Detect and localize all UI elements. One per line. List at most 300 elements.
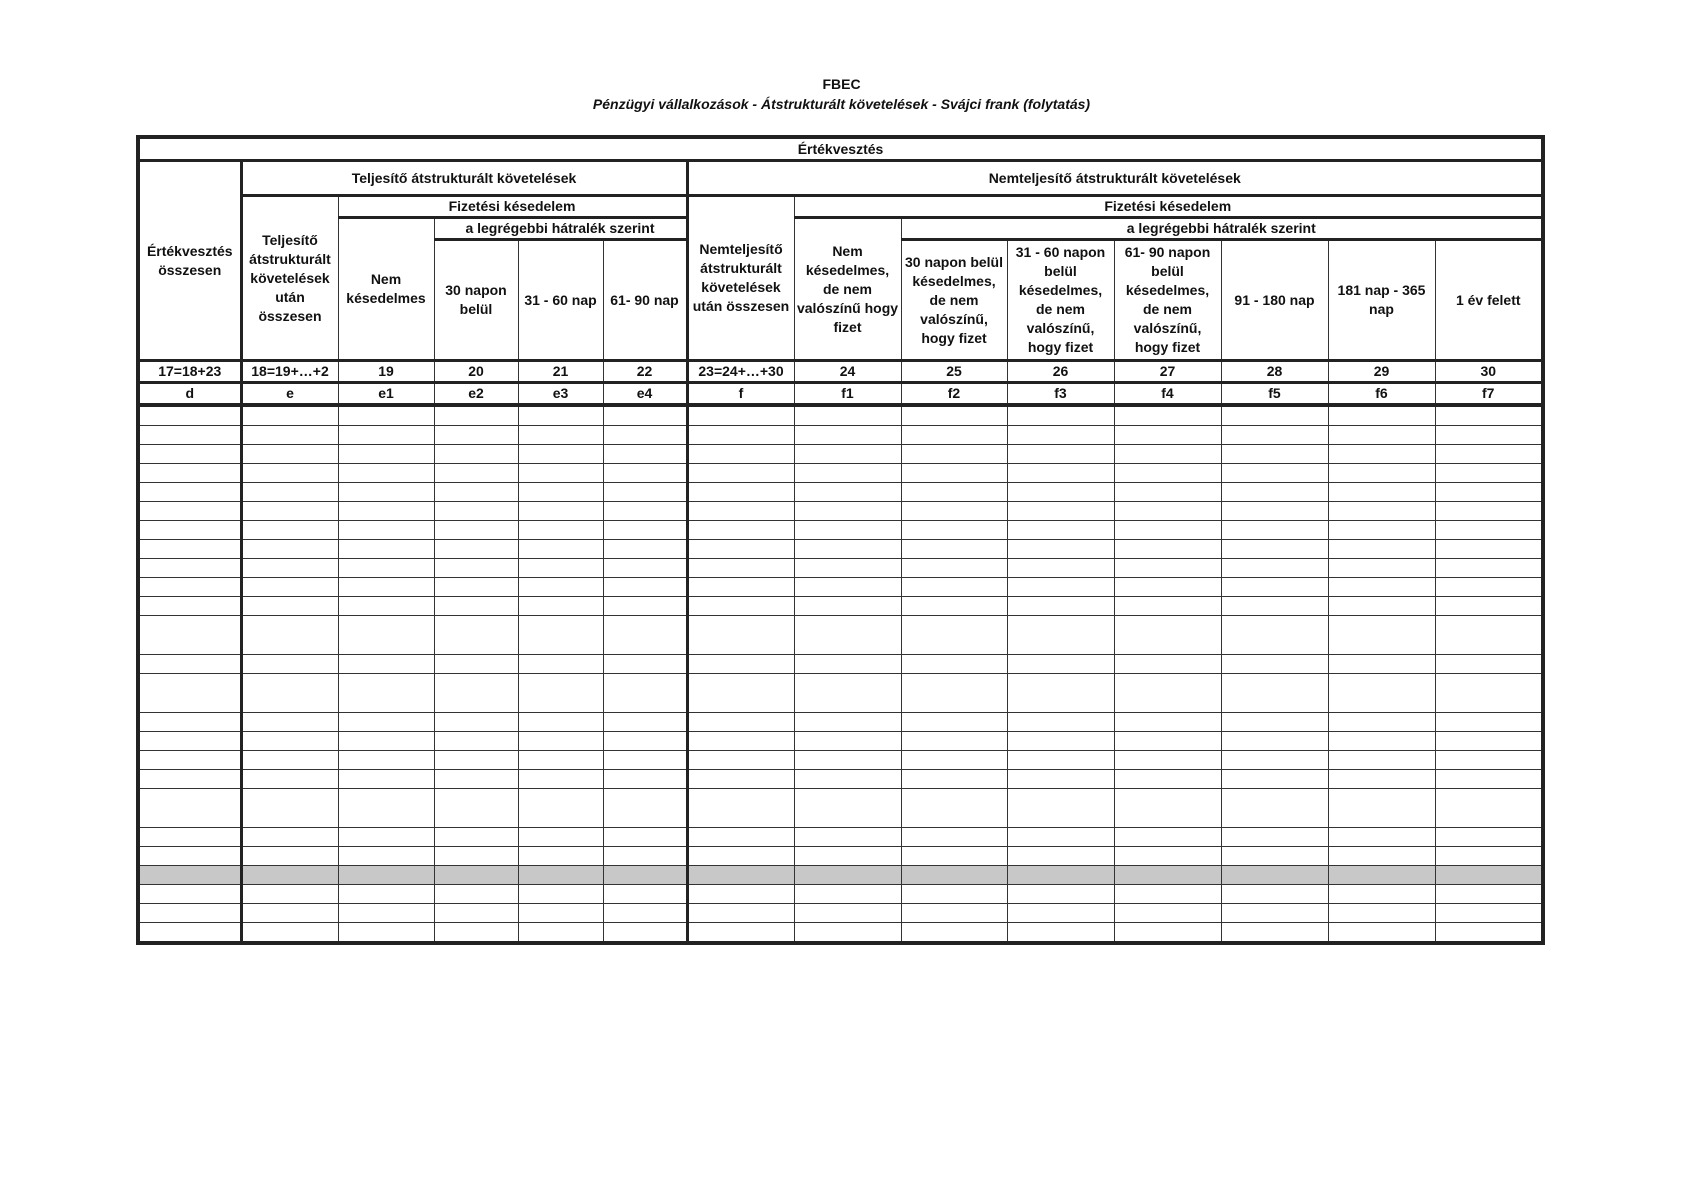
table-row (138, 483, 1543, 502)
table-cell (434, 904, 518, 923)
table-row (138, 732, 1543, 751)
table-cell (1114, 521, 1221, 540)
table-cell (794, 540, 901, 559)
table-cell (338, 770, 434, 789)
header-nonperforming-payment-delay: Fizetési késedelem (794, 196, 1543, 218)
table-cell (518, 847, 603, 866)
table-cell (338, 732, 434, 751)
table-cell (138, 847, 241, 866)
table-cell (138, 426, 241, 445)
table-cell (138, 713, 241, 732)
header-nonperforming: Nemteljesítő átstrukturált követelések (687, 161, 1543, 196)
table-cell (1328, 904, 1435, 923)
table-cell (901, 885, 1007, 904)
table-cell (1007, 923, 1114, 944)
table-cell (1221, 789, 1328, 828)
table-cell (338, 405, 434, 426)
table-cell (603, 521, 687, 540)
table-cell (241, 847, 338, 866)
table-cell (241, 713, 338, 732)
table-cell (1221, 655, 1328, 674)
header-not-delayed: Nem késedelmes (338, 218, 434, 361)
table-cell (138, 483, 241, 502)
table-row (138, 751, 1543, 770)
table-cell (434, 616, 518, 655)
table-cell (518, 521, 603, 540)
col-number: 18=19+…+2 (241, 361, 338, 383)
col-number: 28 (1221, 361, 1328, 383)
table-cell (1007, 559, 1114, 578)
table-cell (1114, 502, 1221, 521)
table-cell (1221, 751, 1328, 770)
table-cell (901, 828, 1007, 847)
table-cell (1114, 866, 1221, 885)
table-cell (901, 521, 1007, 540)
table-cell (241, 445, 338, 464)
table-cell (901, 426, 1007, 445)
table-cell (1007, 655, 1114, 674)
table-cell (518, 483, 603, 502)
table-cell (241, 770, 338, 789)
table-cell (687, 713, 794, 732)
table-cell (1328, 770, 1435, 789)
table-cell (794, 789, 901, 828)
table-cell (1221, 732, 1328, 751)
table-cell (138, 751, 241, 770)
table-cell (901, 732, 1007, 751)
table-cell (1007, 405, 1114, 426)
table-cell (901, 789, 1007, 828)
table-row (138, 405, 1543, 426)
table-cell (1007, 540, 1114, 559)
col-code: f6 (1328, 383, 1435, 406)
header-np-30: 30 napon belül késedelmes, de nem valószínű, hogy fizet (901, 240, 1007, 361)
table-cell (518, 770, 603, 789)
table-cell (901, 847, 1007, 866)
header-p-31-60: 31 - 60 nap (518, 240, 603, 361)
table-cell (434, 674, 518, 713)
table-cell (1114, 770, 1221, 789)
table-cell (1007, 866, 1114, 885)
table-cell (434, 445, 518, 464)
table-cell (687, 674, 794, 713)
table-cell (603, 866, 687, 885)
table-cell (687, 866, 794, 885)
table-cell (338, 885, 434, 904)
table-cell (338, 923, 434, 944)
table-row (138, 578, 1543, 597)
col-number: 25 (901, 361, 1007, 383)
table-cell (338, 789, 434, 828)
table-cell (901, 616, 1007, 655)
table-cell (1007, 732, 1114, 751)
table-cell (794, 751, 901, 770)
table-cell (687, 904, 794, 923)
table-cell (434, 597, 518, 616)
table-cell (138, 578, 241, 597)
table-cell (1007, 770, 1114, 789)
table-cell (434, 483, 518, 502)
header-np-91-180: 91 - 180 nap (1221, 240, 1328, 361)
table-cell (518, 655, 603, 674)
table-cell (241, 616, 338, 655)
table-cell (603, 828, 687, 847)
table-cell (241, 540, 338, 559)
table-cell (1435, 847, 1543, 866)
table-row (138, 445, 1543, 464)
table-cell (1435, 770, 1543, 789)
table-row (138, 559, 1543, 578)
table-cell (1007, 521, 1114, 540)
table-row (138, 540, 1543, 559)
table-cell (687, 597, 794, 616)
table-cell (901, 578, 1007, 597)
header-performing-total: Teljesítő átstrukturált követelések után összesen (241, 196, 338, 361)
table-cell (901, 770, 1007, 789)
table-cell (1007, 674, 1114, 713)
header-nonperforming-oldest-arrears: a legrégebbi hátralék szerint (901, 218, 1543, 240)
table-cell (138, 464, 241, 483)
table-cell (901, 405, 1007, 426)
header-p-30: 30 napon belül (434, 240, 518, 361)
impairment-table (136, 135, 1545, 945)
table-cell (1007, 789, 1114, 828)
table-cell (1007, 828, 1114, 847)
table-cell (138, 540, 241, 559)
table-cell (1328, 597, 1435, 616)
table-cell (1114, 674, 1221, 713)
table-cell (1221, 426, 1328, 445)
table-cell (1435, 521, 1543, 540)
table-cell (687, 847, 794, 866)
table-cell (687, 789, 794, 828)
data-rows (138, 405, 1543, 943)
table-cell (434, 655, 518, 674)
table-row (138, 923, 1543, 944)
table-cell (901, 445, 1007, 464)
table-cell (1435, 828, 1543, 847)
table-row (138, 789, 1543, 828)
table-cell (241, 655, 338, 674)
table-cell (794, 923, 901, 944)
table-cell (1221, 578, 1328, 597)
table-cell (518, 751, 603, 770)
table-cell (1435, 789, 1543, 828)
table-cell (1435, 674, 1543, 713)
table-cell (138, 655, 241, 674)
table-cell (1114, 732, 1221, 751)
table-cell (794, 732, 901, 751)
table-cell (794, 674, 901, 713)
table-cell (138, 770, 241, 789)
table-cell (1114, 885, 1221, 904)
table-cell (1007, 616, 1114, 655)
table-cell (518, 885, 603, 904)
table-cell (138, 502, 241, 521)
col-code: f3 (1007, 383, 1114, 406)
table-cell (1221, 616, 1328, 655)
table-cell (901, 502, 1007, 521)
table-cell (794, 847, 901, 866)
table-cell (1435, 445, 1543, 464)
table-cell (1007, 445, 1114, 464)
table-cell (1114, 789, 1221, 828)
table-cell (138, 885, 241, 904)
table-cell (518, 426, 603, 445)
table-cell (434, 923, 518, 944)
table-cell (138, 616, 241, 655)
table-cell (901, 923, 1007, 944)
col-number: 21 (518, 361, 603, 383)
table-cell (901, 655, 1007, 674)
table-cell (241, 674, 338, 713)
table-cell (603, 502, 687, 521)
header-np-1y: 1 év felett (1435, 240, 1543, 361)
col-number: 27 (1114, 361, 1221, 383)
table-cell (1007, 578, 1114, 597)
table-cell (603, 578, 687, 597)
table-cell (794, 483, 901, 502)
table-cell (241, 751, 338, 770)
table-cell (1221, 521, 1328, 540)
table-cell (434, 732, 518, 751)
table-cell (338, 445, 434, 464)
table-cell (138, 866, 241, 885)
table-cell (603, 597, 687, 616)
table-cell (1435, 483, 1543, 502)
table-row (138, 713, 1543, 732)
table-cell (241, 502, 338, 521)
table-cell (338, 597, 434, 616)
table-cell (1221, 885, 1328, 904)
table-cell (138, 559, 241, 578)
table-cell (1114, 464, 1221, 483)
table-row (138, 904, 1543, 923)
table-cell (794, 885, 901, 904)
table-cell (687, 885, 794, 904)
table-row (138, 847, 1543, 866)
col-number: 30 (1435, 361, 1543, 383)
table-cell (1114, 655, 1221, 674)
table-cell (518, 904, 603, 923)
table-cell (338, 655, 434, 674)
table-cell (901, 674, 1007, 713)
table-cell (1114, 751, 1221, 770)
table-cell (241, 578, 338, 597)
table-cell (1007, 847, 1114, 866)
table-cell (434, 751, 518, 770)
table-row (138, 828, 1543, 847)
table-cell (518, 713, 603, 732)
table-cell (1328, 445, 1435, 464)
table-cell (1221, 597, 1328, 616)
table-cell (1435, 540, 1543, 559)
table-cell (338, 464, 434, 483)
table-cell (338, 616, 434, 655)
col-number: 23=24+…+30 (687, 361, 794, 383)
table-cell (518, 828, 603, 847)
table-cell (687, 828, 794, 847)
table-cell (603, 923, 687, 944)
header-nonperforming-total: Nemteljesítő átstrukturált követelések után összesen (687, 196, 794, 361)
col-number: 20 (434, 361, 518, 383)
table-cell (434, 847, 518, 866)
table-cell (603, 770, 687, 789)
table-cell (338, 483, 434, 502)
table-cell (1328, 540, 1435, 559)
col-number: 26 (1007, 361, 1114, 383)
table-cell (338, 674, 434, 713)
col-code: f (687, 383, 794, 406)
table-cell (434, 789, 518, 828)
table-cell (1114, 559, 1221, 578)
table-cell (687, 655, 794, 674)
table-cell (603, 847, 687, 866)
col-code: e2 (434, 383, 518, 406)
table-cell (687, 483, 794, 502)
table-cell (794, 521, 901, 540)
table-cell (1221, 540, 1328, 559)
table-cell (338, 751, 434, 770)
table-cell (794, 405, 901, 426)
header-np-181-365: 181 nap - 365 nap (1328, 240, 1435, 361)
table-cell (1114, 540, 1221, 559)
table-cell (1007, 904, 1114, 923)
table-cell (1328, 789, 1435, 828)
table-row (138, 674, 1543, 713)
table-cell (1435, 885, 1543, 904)
table-cell (901, 483, 1007, 502)
table-cell (603, 655, 687, 674)
table-cell (1435, 559, 1543, 578)
table-cell (687, 521, 794, 540)
header-performing: Teljesítő átstrukturált követelések (241, 161, 687, 196)
table-cell (434, 559, 518, 578)
table-cell (1328, 483, 1435, 502)
col-number: 29 (1328, 361, 1435, 383)
table-cell (1328, 464, 1435, 483)
table-cell (1328, 521, 1435, 540)
col-code: f2 (901, 383, 1007, 406)
table-cell (1328, 578, 1435, 597)
table-cell (241, 426, 338, 445)
table-cell (1328, 426, 1435, 445)
table-cell (338, 847, 434, 866)
table-cell (901, 540, 1007, 559)
table-cell (901, 597, 1007, 616)
table-cell (794, 578, 901, 597)
table-cell (434, 540, 518, 559)
table-cell (687, 559, 794, 578)
table-cell (1328, 713, 1435, 732)
header-performing-oldest-arrears: a legrégebbi hátralék szerint (434, 218, 687, 240)
table-row (138, 426, 1543, 445)
table-cell (1007, 502, 1114, 521)
table-cell (1221, 674, 1328, 713)
table-cell (338, 866, 434, 885)
col-code: e1 (338, 383, 434, 406)
col-number: 17=18+23 (138, 361, 241, 383)
table-cell (241, 521, 338, 540)
table-cell (1328, 923, 1435, 944)
table-cell (1328, 502, 1435, 521)
table-cell (518, 674, 603, 713)
table-cell (1007, 464, 1114, 483)
table-cell (434, 866, 518, 885)
col-code: f4 (1114, 383, 1221, 406)
header-impairment: Értékvesztés (138, 137, 1543, 161)
table-cell (434, 464, 518, 483)
table-cell (1007, 751, 1114, 770)
table-cell (794, 770, 901, 789)
table-cell (1328, 655, 1435, 674)
table-cell (687, 540, 794, 559)
table-cell (1221, 483, 1328, 502)
header-np-not-delayed: Nem késedelmes, de nem valószínű hogy fizet (794, 218, 901, 361)
table-cell (1435, 732, 1543, 751)
table-cell (1435, 904, 1543, 923)
table-cell (1435, 923, 1543, 944)
table-cell (338, 540, 434, 559)
table-cell (241, 923, 338, 944)
table-cell (1114, 923, 1221, 944)
table-cell (1114, 483, 1221, 502)
table-cell (241, 405, 338, 426)
table-cell (241, 597, 338, 616)
col-code: e3 (518, 383, 603, 406)
table-cell (1007, 426, 1114, 445)
table-row (138, 521, 1543, 540)
page-title: FBEC (822, 76, 861, 92)
table-cell (1114, 847, 1221, 866)
table-cell (518, 540, 603, 559)
table-cell (1328, 616, 1435, 655)
table-cell (1221, 904, 1328, 923)
table-row (138, 597, 1543, 616)
table-cell (518, 597, 603, 616)
table-cell (434, 770, 518, 789)
table-cell (1114, 616, 1221, 655)
table-cell (241, 866, 338, 885)
table-cell (138, 445, 241, 464)
table-cell (794, 655, 901, 674)
table-row (138, 502, 1543, 521)
table-cell (794, 866, 901, 885)
table-cell (138, 828, 241, 847)
table-cell (1435, 655, 1543, 674)
table-cell (1221, 923, 1328, 944)
col-code: d (138, 383, 241, 406)
table-cell (434, 426, 518, 445)
col-code: f1 (794, 383, 901, 406)
table-cell (518, 732, 603, 751)
table-cell (1114, 426, 1221, 445)
table-cell (518, 789, 603, 828)
table-cell (1221, 770, 1328, 789)
col-code: f7 (1435, 383, 1543, 406)
table-cell (901, 713, 1007, 732)
table-cell (338, 828, 434, 847)
table-cell (901, 464, 1007, 483)
table-cell (687, 578, 794, 597)
table-cell (1114, 578, 1221, 597)
table-cell (603, 674, 687, 713)
table-cell (434, 885, 518, 904)
table-cell (603, 540, 687, 559)
table-cell (603, 616, 687, 655)
table-cell (518, 502, 603, 521)
table-cell (794, 502, 901, 521)
